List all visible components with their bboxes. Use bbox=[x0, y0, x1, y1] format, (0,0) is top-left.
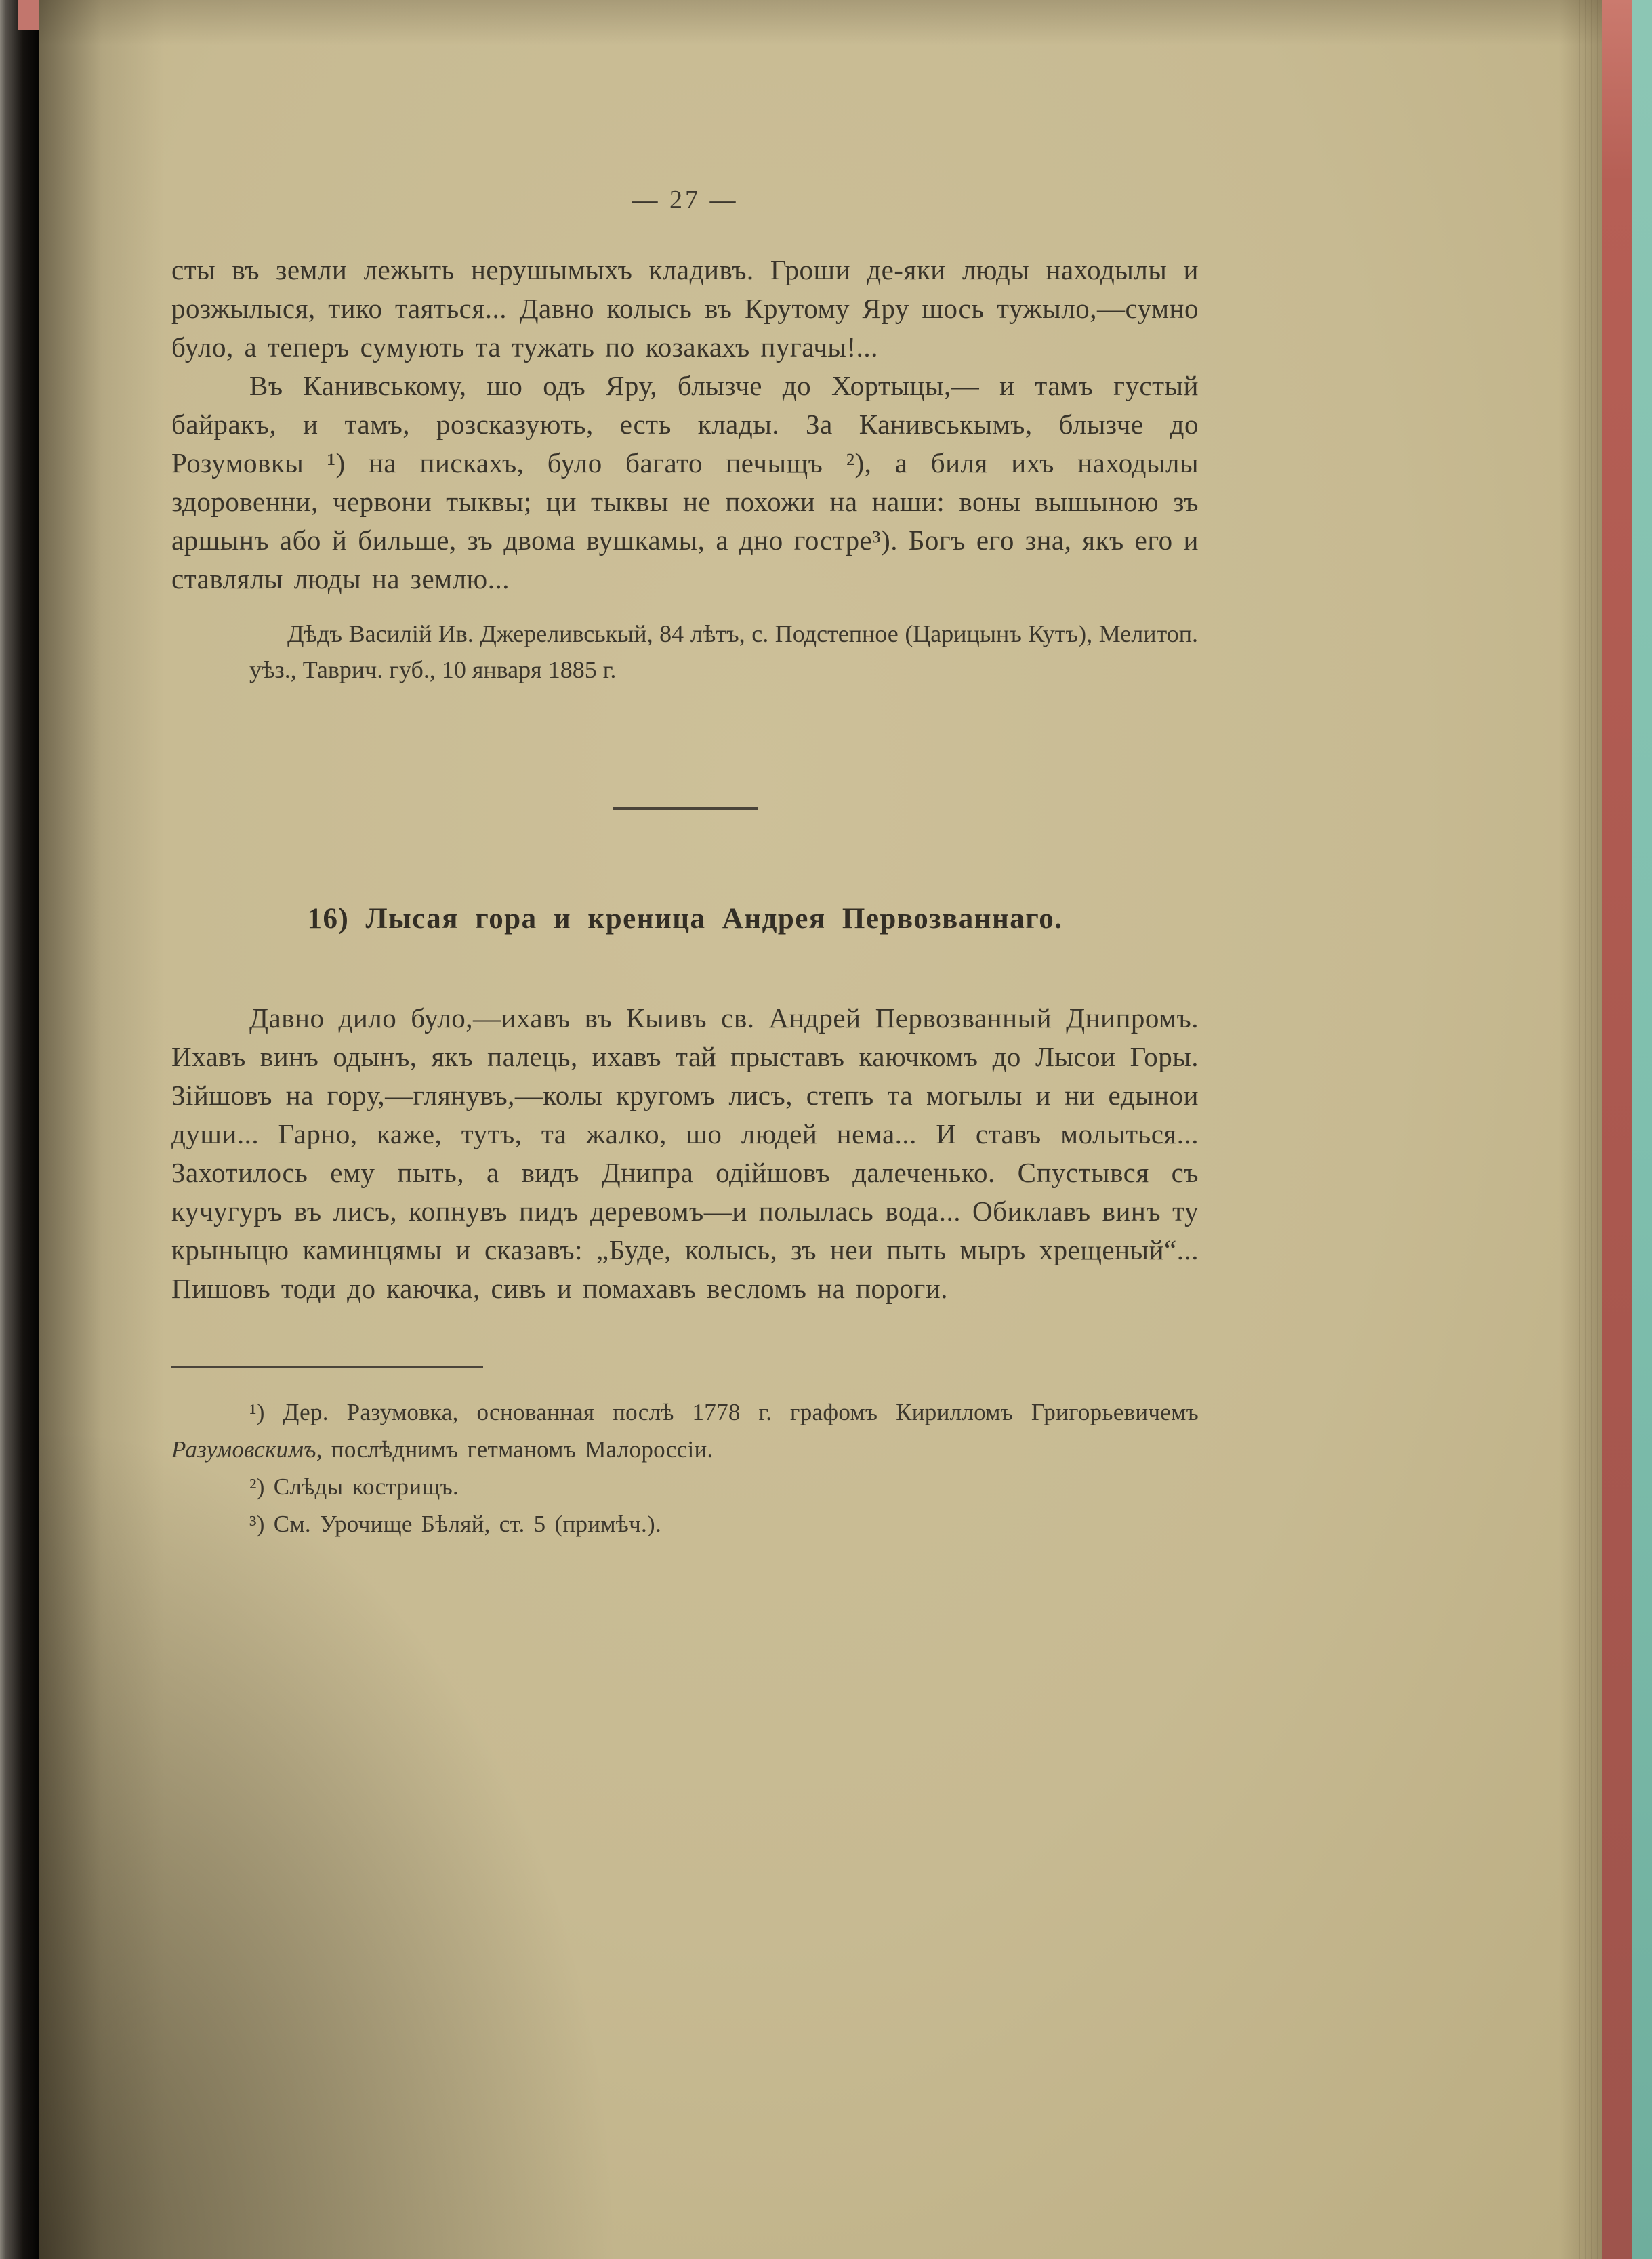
footnote-1-text: ¹) Дер. Разумовка, основанная послѣ 1778 г. графомъ Кирилломъ Григорьевичемъ bbox=[249, 1399, 1199, 1425]
paragraph-continuation: сты въ земли лежыть нерушымыхъ кладивъ. Гроши де-яки люды находылы и розжылыся, тико таяться... Давно колысь въ Крутому Яру шось тужыло,—сумно було, а теперъ сумують та тужать по козакахъ пугачы!... bbox=[171, 254, 1199, 363]
paragraph-kanevsky: Въ Канивському, шо одъ Яру, блызче до Хортыцы,— и тамъ густый байракъ, и тамъ, розсказують, есть клады. За Канивськымъ, блызче до Розумовкы ¹) на пискахъ, було багато печыщъ ²), а биля ихъ находылы здоровенни, червони тыквы; ци тыквы не похожи на наши: воны вышыною зъ аршынъ або й бильше, зъ двома вушкамы, а дно гостре³). Богъ его зна, якъ его и ставлялы люды на землю... bbox=[171, 370, 1199, 594]
footnote-2: ²) Слѣды кострищъ. bbox=[249, 1473, 459, 1500]
story-paragraph: Давно дило було,—ихавъ въ Кыивъ св. Андрей Первозванный Днипромъ. Ихавъ винъ одынъ, якъ палець, ихавъ тай прыставъ каючкомъ до Лысои Горы. Зійшовъ на гору,—глянувъ,—колы кругомъ лисъ, степъ та могылы и ни едынои души... Гарно, каже, тутъ, та жалко, шо людей нема... И ставъ молыться... Захотилось ему пыть, а видъ Днипра одійшовъ далеченько. Спустывся съ кучугуръ въ лисъ, копнувъ пидъ деревомъ—и полылась вода... Обиклавъ винъ ту крыныцю каминцямы и сказавъ: „Буде, колысь, зъ неи пыть мыръ хрещеный“... Пишовъ тоди до каючка, сивъ и помахавъ весломъ на пороги. bbox=[171, 1002, 1199, 1304]
footnote-1-tail: , послѣднимъ гетманомъ Малороссіи. bbox=[316, 1436, 714, 1463]
book-binding bbox=[0, 0, 42, 2259]
footnotes-block bbox=[171, 1366, 1199, 1543]
cover-edge-top-left bbox=[18, 0, 39, 30]
page-number: — 27 — bbox=[632, 186, 739, 214]
scanned-page bbox=[39, 0, 1606, 2259]
footnote-rule bbox=[171, 1366, 483, 1368]
text-column bbox=[171, 0, 1199, 1543]
footnote-1-italic-name: Разумовскимъ bbox=[171, 1436, 316, 1463]
section-heading: 16) Лысая гора и креница Андрея Первозваннаго. bbox=[307, 903, 1063, 935]
section-separator bbox=[613, 807, 758, 810]
attribution-note: Дѣдъ Василій Ив. Джереливськый, 84 лѣтъ, с. Подстепное (Царицынъ Кутъ), Мелитоп. уѣз., Таврич. губ., 10 января 1885 г. bbox=[249, 620, 1198, 683]
page-edge-pink bbox=[1602, 0, 1633, 2259]
footnote-3: ³) См. Урочище Бѣляй, ст. 5 (примѣч.). bbox=[249, 1511, 662, 1537]
footnote-1 bbox=[171, 1393, 1199, 1468]
page-edge-teal bbox=[1632, 0, 1652, 2259]
